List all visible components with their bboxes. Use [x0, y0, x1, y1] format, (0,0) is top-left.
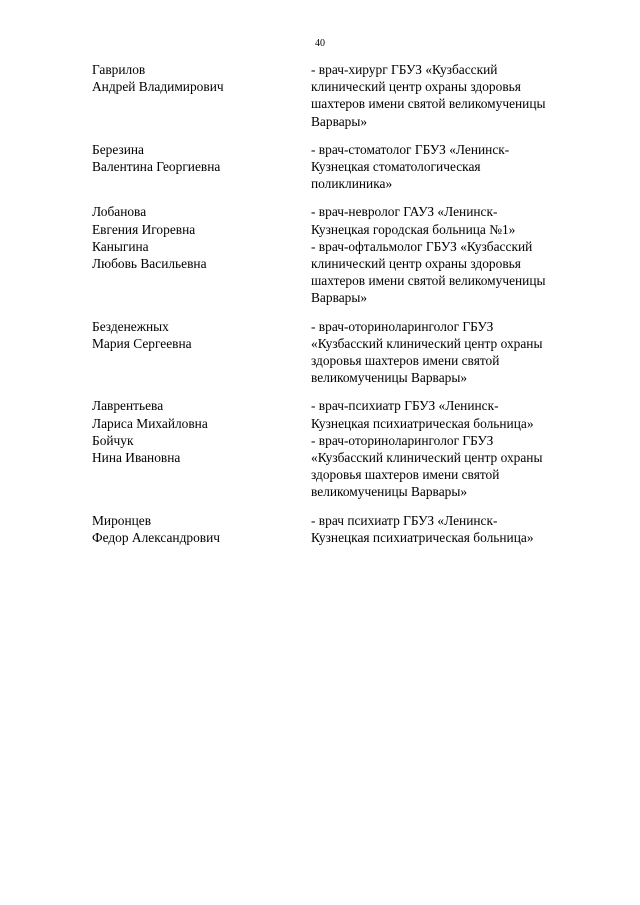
position-line: Варвары»	[311, 113, 368, 129]
position-line: - врач-хирург ГБУЗ «Кузбасский	[311, 62, 498, 77]
member-name	[92, 397, 311, 431]
member-given-names: Андрей Владимирович	[92, 79, 224, 95]
member-surname: Лаврентьева	[92, 398, 164, 414]
position-line: - врач психиатр ГБУЗ «Ленинск-	[311, 512, 498, 528]
roster-entry	[92, 61, 592, 130]
member-position	[311, 238, 587, 307]
position-line: клинический центр охраны здоровья	[311, 256, 521, 272]
position-line: - врач-стоматолог ГБУЗ «Ленинск-	[311, 141, 510, 157]
commission-roster	[92, 61, 592, 546]
position-line: клинический центр охраны здоровья	[311, 79, 521, 95]
member-position	[311, 432, 587, 501]
position-line: - врач-офтальмолог ГБУЗ «Кузбасский	[311, 238, 533, 254]
roster-entry	[92, 318, 592, 387]
position-line: великомученицы Варвары»	[311, 370, 468, 386]
roster-entry	[92, 141, 592, 193]
member-name	[92, 141, 311, 193]
member-name	[92, 432, 311, 501]
member-given-names: Евгения Игоревна	[92, 221, 196, 237]
member-surname: Березина	[92, 141, 144, 157]
roster-entry	[92, 238, 592, 307]
member-position	[311, 203, 587, 237]
member-surname: Безденежных	[92, 318, 169, 334]
position-line: «Кузбасский клинический центр охраны	[311, 335, 543, 351]
position-line: здоровья шахтеров имени святой	[311, 467, 500, 483]
member-name	[92, 61, 311, 130]
roster-entry	[92, 397, 592, 431]
position-line: великомученицы Варвары»	[311, 484, 468, 500]
roster-entry	[92, 512, 592, 546]
member-position	[311, 318, 587, 387]
member-name	[92, 512, 311, 546]
member-position	[311, 141, 587, 193]
member-name	[92, 318, 311, 387]
position-line: Кузнецкая городская больница №1»	[311, 221, 516, 237]
position-line: Варвары»	[311, 290, 368, 306]
position-line: здоровья шахтеров имени святой	[311, 353, 500, 369]
position-line: поликлиника»	[311, 176, 393, 192]
member-surname: Гаврилов	[92, 62, 146, 77]
member-name	[92, 203, 311, 237]
member-surname: Миронцев	[92, 512, 152, 528]
position-line: Кузнецкая психиатрическая больница»	[311, 415, 534, 431]
position-line: Кузнецкая стоматологическая	[311, 159, 481, 175]
position-line: - врач-оториноларинголог ГБУЗ	[311, 318, 494, 334]
roster-entry	[92, 432, 592, 501]
position-line: «Кузбасский клинический центр охраны	[311, 450, 543, 466]
member-given-names: Федор Александрович	[92, 529, 221, 545]
position-line: Кузнецкая психиатрическая больница»	[311, 529, 534, 545]
member-given-names: Валентина Георгиевна	[92, 159, 221, 175]
member-position	[311, 61, 587, 130]
position-line: шахтеров имени святой великомученицы	[311, 273, 546, 289]
position-line: - врач-оториноларинголог ГБУЗ	[311, 432, 494, 448]
member-surname: Лобанова	[92, 204, 147, 220]
member-surname: Бойчук	[92, 432, 134, 448]
page-number: 40	[315, 38, 325, 49]
position-line: - врач-психиатр ГБУЗ «Ленинск-	[311, 398, 499, 414]
position-line: - врач-невролог ГАУЗ «Ленинск-	[311, 204, 498, 220]
roster-entry	[92, 203, 592, 237]
position-line: шахтеров имени святой великомученицы	[311, 96, 546, 112]
member-given-names: Лариса Михайловна	[92, 415, 208, 431]
member-position	[311, 397, 587, 431]
member-given-names: Мария Сергеевна	[92, 335, 192, 351]
member-name	[92, 238, 311, 307]
member-surname: Каныгина	[92, 238, 149, 254]
member-given-names: Любовь Васильевна	[92, 256, 207, 272]
member-position	[311, 512, 587, 546]
member-given-names: Нина Ивановна	[92, 450, 181, 466]
